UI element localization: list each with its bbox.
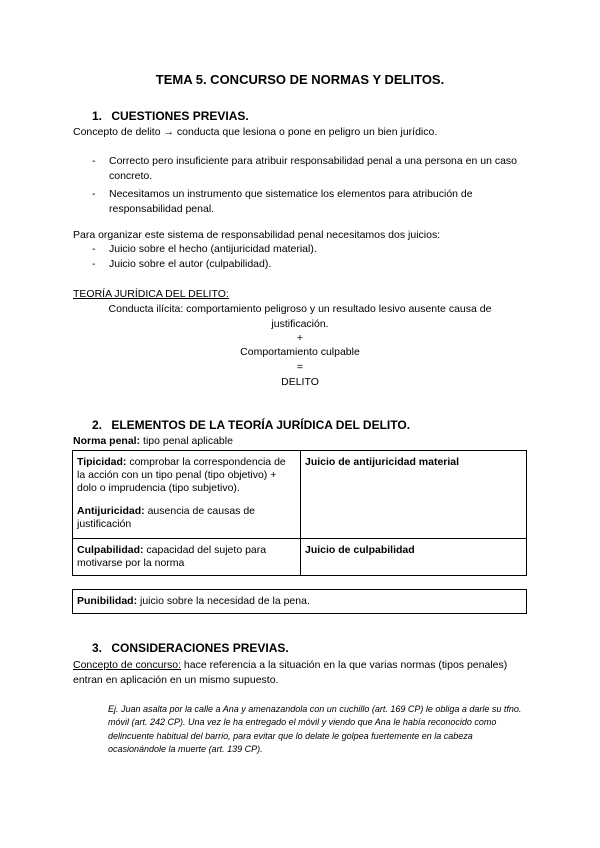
culpabilidad-label: Culpabilidad: [77, 544, 144, 556]
table-cell [301, 539, 527, 576]
norma-label: Norma penal: [73, 435, 141, 447]
table-cell [73, 539, 301, 576]
antijuricidad-entry [77, 505, 296, 531]
delito-concept: Concepto de delito → conducta que lesiona o pone en peligro un bien jurídico. [73, 126, 438, 138]
section-2-heading [92, 418, 410, 433]
formula-line-2: Comportamiento culpable [240, 346, 360, 358]
organize-paragraph: Para organizar este sistema de responsabilidad penal necesitamos dos juicios: [73, 229, 441, 241]
formula-line-1: Conducta ilícita: comportamiento peligroso y un resultado lesivo ausente causa de justificación. [108, 303, 492, 330]
concurso-paragraph [73, 658, 533, 688]
list-item: - Correcto pero insuficiente para atribuir responsabilidad penal a una persona en un caso concreto. [92, 154, 532, 184]
table-cell [73, 451, 301, 539]
table-row [73, 451, 527, 539]
elements-table [72, 450, 527, 576]
concept-bullet-list [92, 154, 532, 220]
antijuricidad-text: ausencia de causas de justificación [77, 505, 255, 530]
list-item: - Juicio sobre el hecho (antijuricidad material). [92, 242, 532, 257]
antijuricidad-label: Antijuricidad: [77, 505, 145, 517]
section-3-heading [92, 641, 289, 656]
tipicidad-entry [77, 456, 296, 495]
section-2-title: ELEMENTOS DE LA TEORÍA JURÍDICA DEL DELITO. [111, 418, 411, 432]
norma-penal-line [73, 434, 533, 449]
example-paragraph: Ej. Juan asalta por la calle a Ana y amenazandola con un cuchillo (art. 169 CP) le obliga a darle su tfno. móvil (art. 242 CP). Una vez le ha entregado el móvil y viendo que Ana le había reconocido como delincuente habitual del barrio, para evitar que lo delate le golpea fuertemente en la cabeza ocasionándole la muerte (art. 139 CP). [108, 704, 522, 754]
formula-equals: = [296, 361, 304, 373]
section-1-title: CUESTIONES PREVIAS. [111, 109, 249, 123]
concurso-label: Concepto de concurso: [73, 659, 181, 671]
concurso-text: hace referencia a la situación en la que varias normas (tipos penales) entran en aplicación en un mismo supuesto. [73, 659, 508, 686]
tipicidad-text: comprobar la correspondencia de la acción con un tipo penal (tipo objetivo) + dolo o imprudencia (tipo subjetivo). [77, 456, 286, 494]
tipicidad-label: Tipicidad: [77, 456, 127, 468]
section-1-number: 1. [92, 109, 103, 123]
document-title: TEMA 5. CONCURSO DE NORMAS Y DELITOS. [155, 72, 445, 87]
section-3-number: 3. [92, 641, 103, 655]
juicio-antijuricidad-label: Juicio de antijuricidad material [305, 456, 460, 468]
formula-result: DELITO [281, 376, 319, 388]
culpabilidad-text: capacidad del sujeto para motivarse por la norma [77, 544, 267, 569]
norma-text: tipo penal aplicable [140, 435, 233, 447]
section-2-number: 2. [92, 418, 103, 432]
table-row [73, 539, 527, 576]
juicio-culpabilidad-label: Juicio de culpabilidad [305, 544, 415, 556]
punibilidad-box [72, 589, 527, 614]
punibilidad-text: juicio sobre la necesidad de la pena. [137, 595, 310, 607]
section-3-title: CONSIDERACIONES PREVIAS. [111, 641, 289, 655]
theory-title: TEORÍA JURÍDICA DEL DELITO: [73, 288, 229, 300]
juicios-bullet-list [92, 242, 532, 275]
list-item: - Necesitamos un instrumento que sistematice los elementos para atribución de responsabilidad penal. [92, 187, 532, 217]
formula-plus: + [296, 332, 304, 344]
section-1-heading [92, 109, 249, 124]
list-item: - Juicio sobre el autor (culpabilidad). [92, 257, 532, 272]
punibilidad-label: Punibilidad: [77, 595, 138, 607]
table-cell [301, 451, 527, 539]
